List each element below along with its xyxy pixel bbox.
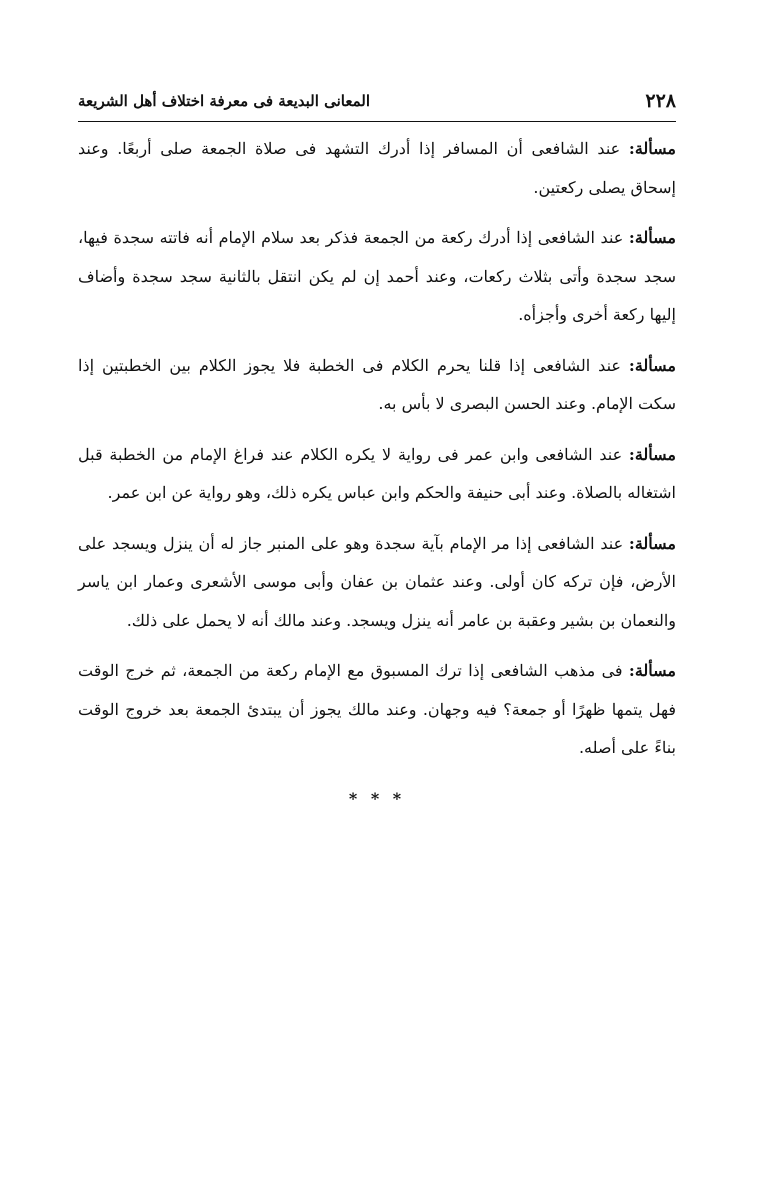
page-header [78,88,676,118]
issue-paragraph [78,652,676,768]
page-body [78,130,676,818]
issue-lead: مسألة: [628,139,676,158]
page-number: ٢٢٨ [645,90,676,112]
issue-text: عند الشافعى إذا قلنا يحرم الكلام فى الخطبة فلا يجوز الكلام بين الخطبتين إذا سكت الإمام. وعند الحسن البصرى لا بأس به. [78,355,676,413]
running-title: المعانى البديعة فى معرفة اختلاف أهل الشريعة [78,92,371,110]
issue-text: عند الشافعى وابن عمر فى رواية لا يكره الكلام عند فراغ الإمام من الخطبة قبل اشتغاله بالصلاة. وعند أبى حنيفة والحكم وابن عباس يكره ذلك، وهو رواية عن ابن عمر. [78,444,676,502]
section-separator: * * * [348,788,406,808]
issue-text: عند الشافعى أن المسافر إذا أدرك التشهد فى صلاة الجمعة صلى أربعًا. وعند إسحاق يصلى ركعتين. [78,139,676,197]
issue-text: فى مذهب الشافعى إذا ترك المسبوق مع الإمام ركعة من الجمعة، ثم خرج الوقت فهل يتمها ظهرًا أو جمعة؟ فيه وجهان. وعند مالك يجوز أن يبتدئ الجمعة بعد خروج الوقت بناءً على أصله. [78,661,676,757]
issue-paragraph [78,436,676,513]
issue-text: عند الشافعى إذا أدرك ركعة من الجمعة فذكر بعد سلام الإمام أنه فاتته سجدة فيها، سجد سجدة وأتى بثلاث ركعات، وعند أحمد إن لم يكن انتقل بالثانية سجد سجدة وأضاف إليها ركعة أخرى وأجزأه. [78,228,676,324]
issue-paragraph [78,347,676,424]
issue-lead: مسألة: [628,533,676,553]
issue-paragraph [78,525,676,641]
issue-lead: مسألة: [628,661,676,680]
issue-paragraph [78,219,676,335]
issue-paragraph [78,130,676,207]
header-rule [78,121,676,122]
issue-lead: مسألة: [628,444,676,464]
issue-lead: مسألة: [628,228,676,247]
issue-lead: مسألة: [628,355,676,375]
issue-text: عند الشافعى إذا مر الإمام بآية سجدة وهو على المنبر جاز له أن ينزل ويسجد على الأرض، فإن تركه كان أولى. وعند عثمان بن عفان وأبى موسى الأشعرى وعمار ابن ياسر والنعمان بن بشير وعقبة بن عامر أنه ينزل ويسجد. وعند مالك أنه لا يحمل على ذلك. [78,533,676,630]
